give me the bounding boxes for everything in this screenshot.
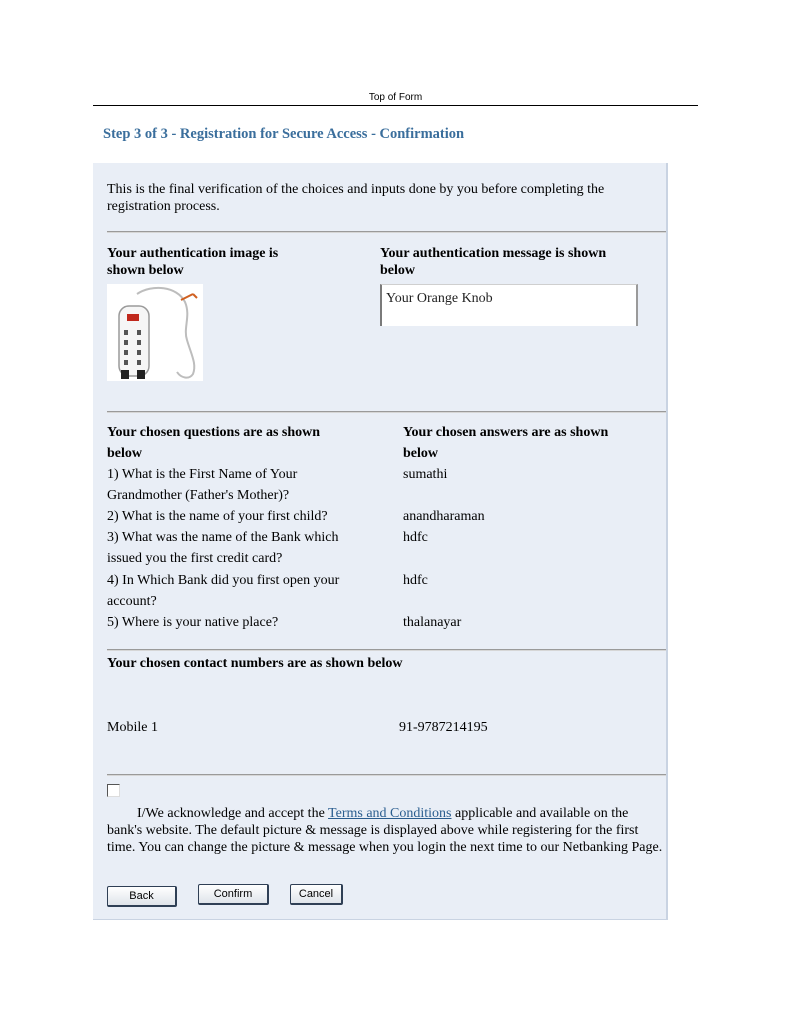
answer-text: hdfc bbox=[403, 573, 428, 588]
question-text: account? bbox=[107, 594, 157, 609]
divider bbox=[107, 774, 666, 776]
authentication-image bbox=[107, 284, 203, 381]
ack-text-before: I/We acknowledge and accept the bbox=[137, 806, 329, 821]
message-heading-line-1: Your authentication message is shown bbox=[380, 246, 607, 261]
top-of-form-label: Top of Form bbox=[368, 92, 423, 103]
cancel-button[interactable]: Cancel bbox=[290, 884, 343, 905]
questions-heading-line-1: Your chosen questions are as shown bbox=[107, 425, 321, 440]
confirmation-panel bbox=[93, 163, 668, 920]
image-heading-line-2: shown below bbox=[107, 263, 184, 278]
authentication-message-box bbox=[380, 284, 638, 326]
answer-text: sumathi bbox=[403, 467, 448, 482]
acknowledgement-text bbox=[107, 805, 667, 856]
questions-heading-line-2: below bbox=[107, 446, 142, 461]
confirm-button[interactable]: Confirm bbox=[198, 884, 269, 905]
divider bbox=[107, 411, 666, 413]
ack-text-after: applicable and available on the bank's website. The default picture & message is displayed above while registering for the first time. You can change the picture & message when you login the next time to our Netbanking Page. bbox=[107, 806, 663, 855]
power-strip-icon bbox=[107, 284, 203, 381]
contact-label: Mobile 1 bbox=[107, 720, 158, 735]
question-text: 1) What is the First Name of Your bbox=[107, 467, 298, 482]
image-heading-line-1: Your authentication image is bbox=[107, 246, 279, 261]
message-heading-line-2: below bbox=[380, 263, 415, 278]
divider bbox=[107, 231, 666, 233]
terms-checkbox[interactable] bbox=[107, 784, 120, 797]
question-text: 2) What is the name of your first child? bbox=[107, 509, 328, 524]
question-text: 5) Where is your native place? bbox=[107, 615, 279, 630]
contact-value: 91-9787214195 bbox=[399, 720, 488, 735]
divider bbox=[107, 649, 666, 651]
question-text: 3) What was the name of the Bank which bbox=[107, 530, 339, 545]
question-text: Grandmother (Father's Mother)? bbox=[107, 488, 290, 503]
back-button[interactable]: Back bbox=[107, 886, 177, 907]
top-divider bbox=[93, 105, 698, 106]
question-text: 4) In Which Bank did you first open your bbox=[107, 573, 340, 588]
question-text: issued you the first credit card? bbox=[107, 551, 283, 566]
answers-heading-line-1: Your chosen answers are as shown bbox=[403, 425, 609, 440]
answers-heading-line-2: below bbox=[403, 446, 438, 461]
page-title: Step 3 of 3 - Registration for Secure Access - Confirmation bbox=[103, 126, 465, 142]
terms-and-conditions-link[interactable]: Terms and Conditions bbox=[328, 806, 452, 821]
answer-text: anandharaman bbox=[403, 509, 485, 524]
answer-text: thalanayar bbox=[403, 615, 462, 630]
contacts-heading: Your chosen contact numbers are as shown below bbox=[107, 656, 403, 671]
authentication-message: Your Orange Knob bbox=[386, 291, 493, 306]
answer-text: hdfc bbox=[403, 530, 428, 545]
intro-text: This is the final verification of the choices and inputs done by you before completing the registration process. bbox=[107, 182, 605, 214]
